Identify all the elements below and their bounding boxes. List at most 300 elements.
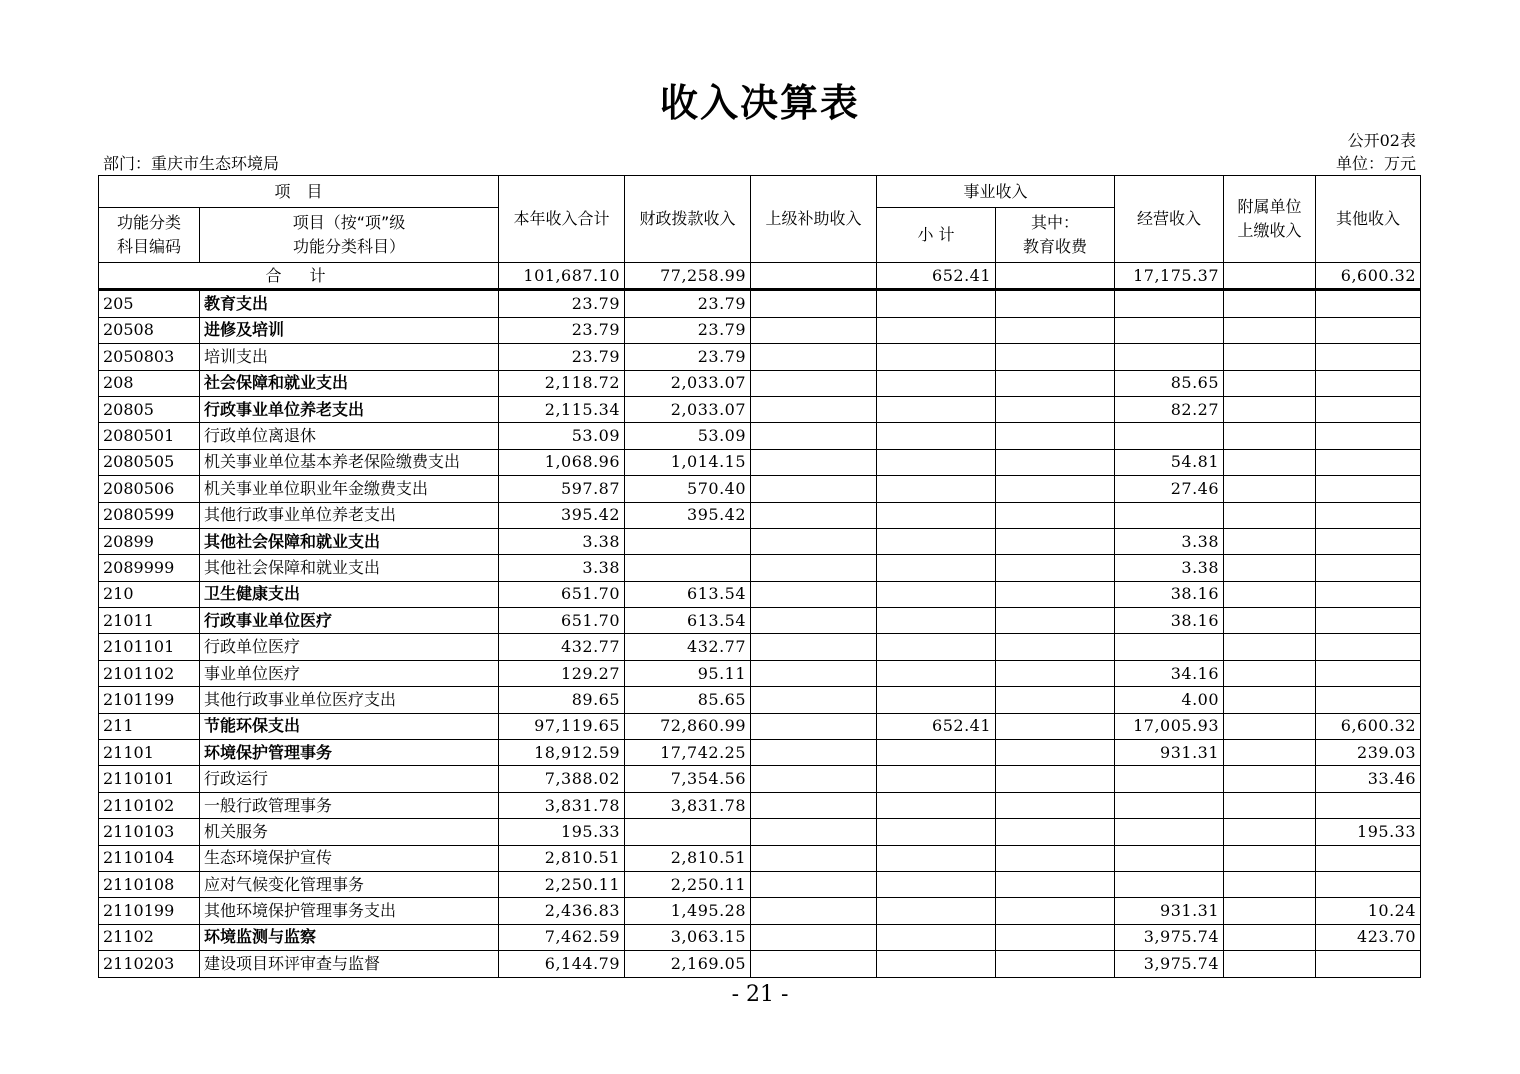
cell-name: 生态环境保护宣传 — [200, 845, 499, 871]
cell-affiliated — [1224, 263, 1316, 290]
cell-code: 211 — [99, 713, 200, 739]
cell-superior — [751, 660, 877, 686]
cell-other: 33.46 — [1316, 766, 1421, 792]
cell-operating — [1115, 871, 1224, 897]
cell-code: 2110103 — [99, 819, 200, 845]
cell-code: 20508 — [99, 317, 200, 343]
cell-code: 21102 — [99, 924, 200, 950]
cell-affiliated — [1224, 396, 1316, 422]
cell-superior — [751, 924, 877, 950]
cell-other — [1316, 634, 1421, 660]
cell-operating: 54.81 — [1115, 449, 1224, 475]
header-code-text: 功能分类 科目编码 — [116, 213, 181, 256]
cell-operating: 85.65 — [1115, 370, 1224, 396]
cell-affiliated — [1224, 344, 1316, 370]
cell-code: 2101101 — [99, 634, 200, 660]
cell-other — [1316, 449, 1421, 475]
cell-operating: 34.16 — [1115, 660, 1224, 686]
cell-superior — [751, 819, 877, 845]
cell-fiscal: 2,810.51 — [625, 845, 751, 871]
cell-code: 20805 — [99, 396, 200, 422]
header-name — [200, 208, 499, 263]
table-row — [99, 317, 1421, 343]
cell-affiliated — [1224, 898, 1316, 924]
cell-total: 395.42 — [499, 502, 625, 528]
header-subtotal: 小 计 — [877, 208, 996, 263]
cell-name: 其他环境保护管理事务支出 — [200, 898, 499, 924]
cell-subtotal — [877, 370, 996, 396]
header-education — [996, 208, 1115, 263]
cell-name: 行政单位离退休 — [200, 423, 499, 449]
cell-name: 环境保护管理事务 — [200, 740, 499, 766]
cell-other — [1316, 370, 1421, 396]
table-row — [99, 634, 1421, 660]
cell-superior — [751, 476, 877, 502]
cell-code: 2110101 — [99, 766, 200, 792]
cell-fiscal — [625, 528, 751, 554]
cell-operating — [1115, 845, 1224, 871]
cell-code: 2110199 — [99, 898, 200, 924]
cell-subtotal — [877, 581, 996, 607]
header-education-text: 其中： 教育收费 — [1023, 213, 1088, 256]
cell-fiscal: 2,169.05 — [625, 951, 751, 977]
cell-other — [1316, 423, 1421, 449]
cell-education — [996, 871, 1115, 897]
cell-code: 2050803 — [99, 344, 200, 370]
cell-fiscal — [625, 819, 751, 845]
cell-affiliated — [1224, 555, 1316, 581]
cell-operating — [1115, 317, 1224, 343]
cell-affiliated — [1224, 687, 1316, 713]
cell-fiscal: 3,831.78 — [625, 792, 751, 818]
cell-subtotal — [877, 845, 996, 871]
header-project: 项 目 — [99, 176, 499, 208]
cell-other: 10.24 — [1316, 898, 1421, 924]
table-header — [99, 176, 1421, 263]
cell-education — [996, 713, 1115, 739]
cell-total: 195.33 — [499, 819, 625, 845]
cell-affiliated — [1224, 528, 1316, 554]
cell-fiscal: 23.79 — [625, 290, 751, 317]
cell-other: 6,600.32 — [1316, 713, 1421, 739]
cell-education — [996, 740, 1115, 766]
table-row — [99, 660, 1421, 686]
header-total: 本年收入合计 — [499, 176, 625, 263]
cell-operating: 4.00 — [1115, 687, 1224, 713]
cell-subtotal — [877, 660, 996, 686]
cell-code: 2080501 — [99, 423, 200, 449]
table-row — [99, 290, 1421, 317]
cell-education — [996, 951, 1115, 977]
cell-superior — [751, 555, 877, 581]
cell-subtotal — [877, 476, 996, 502]
table-row — [99, 898, 1421, 924]
table-row — [99, 871, 1421, 897]
cell-total: 89.65 — [499, 687, 625, 713]
cell-total: 2,250.11 — [499, 871, 625, 897]
cell-affiliated — [1224, 290, 1316, 317]
cell-operating: 38.16 — [1115, 608, 1224, 634]
cell-fiscal: 2,033.07 — [625, 396, 751, 422]
cell-superior — [751, 423, 877, 449]
cell-fiscal: 613.54 — [625, 608, 751, 634]
cell-superior — [751, 713, 877, 739]
cell-name: 事业单位医疗 — [200, 660, 499, 686]
cell-fiscal: 77,258.99 — [625, 263, 751, 290]
cell-superior — [751, 845, 877, 871]
cell-other — [1316, 476, 1421, 502]
table-row — [99, 449, 1421, 475]
header-operating: 经营收入 — [1115, 176, 1224, 263]
cell-fiscal: 3,063.15 — [625, 924, 751, 950]
table-body — [99, 263, 1421, 978]
cell-code: 205 — [99, 290, 200, 317]
cell-superior — [751, 951, 877, 977]
cell-affiliated — [1224, 951, 1316, 977]
cell-code: 210 — [99, 581, 200, 607]
cell-subtotal — [877, 792, 996, 818]
cell-affiliated — [1224, 713, 1316, 739]
header-fiscal: 财政拨款收入 — [625, 176, 751, 263]
table-row — [99, 581, 1421, 607]
cell-total: 3.38 — [499, 528, 625, 554]
cell-superior — [751, 502, 877, 528]
cell-affiliated — [1224, 608, 1316, 634]
cell-education — [996, 555, 1115, 581]
cell-superior — [751, 263, 877, 290]
cell-name: 一般行政管理事务 — [200, 792, 499, 818]
cell-name: 节能环保支出 — [200, 713, 499, 739]
cell-affiliated — [1224, 476, 1316, 502]
cell-operating — [1115, 290, 1224, 317]
cell-fiscal: 432.77 — [625, 634, 751, 660]
cell-subtotal — [877, 423, 996, 449]
cell-name: 培训支出 — [200, 344, 499, 370]
cell-superior — [751, 581, 877, 607]
cell-education — [996, 608, 1115, 634]
cell-education — [996, 528, 1115, 554]
cell-fiscal: 7,354.56 — [625, 766, 751, 792]
cell-education — [996, 344, 1115, 370]
cell-education — [996, 766, 1115, 792]
cell-other — [1316, 317, 1421, 343]
cell-other — [1316, 951, 1421, 977]
cell-operating — [1115, 792, 1224, 818]
cell-affiliated — [1224, 660, 1316, 686]
table-row — [99, 924, 1421, 950]
cell-education — [996, 476, 1115, 502]
header-code — [99, 208, 200, 263]
cell-affiliated — [1224, 423, 1316, 449]
table-row — [99, 766, 1421, 792]
cell-total: 129.27 — [499, 660, 625, 686]
cell-subtotal — [877, 740, 996, 766]
header-affiliated-text: 附属单位 上缴收入 — [1237, 197, 1302, 240]
cell-operating: 38.16 — [1115, 581, 1224, 607]
cell-code: 20899 — [99, 528, 200, 554]
total-row — [99, 263, 1421, 290]
department-label: 部门：重庆市生态环境局 — [103, 154, 280, 173]
cell-affiliated — [1224, 502, 1316, 528]
cell-total: 651.70 — [499, 608, 625, 634]
cell-superior — [751, 344, 877, 370]
cell-code: 2110102 — [99, 792, 200, 818]
cell-name: 行政事业单位养老支出 — [200, 396, 499, 422]
cell-education — [996, 845, 1115, 871]
cell-total: 3,831.78 — [499, 792, 625, 818]
cell-subtotal — [877, 924, 996, 950]
cell-fiscal: 395.42 — [625, 502, 751, 528]
cell-subtotal — [877, 871, 996, 897]
cell-operating — [1115, 344, 1224, 370]
cell-code: 2110203 — [99, 951, 200, 977]
cell-name: 教育支出 — [200, 290, 499, 317]
cell-code: 2101199 — [99, 687, 200, 713]
cell-name: 其他社会保障和就业支出 — [200, 528, 499, 554]
cell-fiscal: 2,250.11 — [625, 871, 751, 897]
cell-operating — [1115, 423, 1224, 449]
cell-other: 423.70 — [1316, 924, 1421, 950]
cell-affiliated — [1224, 871, 1316, 897]
cell-affiliated — [1224, 845, 1316, 871]
cell-fiscal: 95.11 — [625, 660, 751, 686]
cell-education — [996, 396, 1115, 422]
header-business: 事业收入 — [877, 176, 1115, 208]
cell-fiscal: 23.79 — [625, 344, 751, 370]
cell-operating: 27.46 — [1115, 476, 1224, 502]
cell-total: 3.38 — [499, 555, 625, 581]
cell-education — [996, 792, 1115, 818]
cell-operating: 17,005.93 — [1115, 713, 1224, 739]
cell-subtotal — [877, 317, 996, 343]
cell-total: 101,687.10 — [499, 263, 625, 290]
cell-name: 其他社会保障和就业支出 — [200, 555, 499, 581]
cell-superior — [751, 317, 877, 343]
cell-total: 2,118.72 — [499, 370, 625, 396]
cell-name: 机关服务 — [200, 819, 499, 845]
cell-operating: 17,175.37 — [1115, 263, 1224, 290]
cell-other — [1316, 290, 1421, 317]
cell-operating: 3,975.74 — [1115, 924, 1224, 950]
page-number: - 21 - — [731, 982, 789, 1007]
cell-fiscal: 570.40 — [625, 476, 751, 502]
cell-name: 机关事业单位职业年金缴费支出 — [200, 476, 499, 502]
table-row — [99, 713, 1421, 739]
cell-affiliated — [1224, 792, 1316, 818]
cell-code: 21011 — [99, 608, 200, 634]
cell-operating — [1115, 502, 1224, 528]
cell-superior — [751, 871, 877, 897]
cell-other — [1316, 396, 1421, 422]
cell-name: 行政事业单位医疗 — [200, 608, 499, 634]
table-row — [99, 528, 1421, 554]
table-row — [99, 792, 1421, 818]
cell-total: 2,436.83 — [499, 898, 625, 924]
cell-subtotal — [877, 608, 996, 634]
cell-superior — [751, 898, 877, 924]
cell-code: 208 — [99, 370, 200, 396]
cell-superior — [751, 766, 877, 792]
cell-fiscal: 23.79 — [625, 317, 751, 343]
cell-other — [1316, 555, 1421, 581]
cell-name: 其他行政事业单位养老支出 — [200, 502, 499, 528]
cell-affiliated — [1224, 317, 1316, 343]
cell-education — [996, 634, 1115, 660]
cell-subtotal — [877, 766, 996, 792]
cell-total: 1,068.96 — [499, 449, 625, 475]
cell-subtotal — [877, 687, 996, 713]
cell-name: 其他行政事业单位医疗支出 — [200, 687, 499, 713]
cell-affiliated — [1224, 819, 1316, 845]
form-code: 公开02表 — [1347, 131, 1416, 150]
cell-operating — [1115, 819, 1224, 845]
table-row — [99, 476, 1421, 502]
cell-subtotal — [877, 449, 996, 475]
cell-superior — [751, 528, 877, 554]
cell-other: 239.03 — [1316, 740, 1421, 766]
cell-subtotal: 652.41 — [877, 713, 996, 739]
cell-superior — [751, 687, 877, 713]
cell-education — [996, 581, 1115, 607]
cell-name: 环境监测与监察 — [200, 924, 499, 950]
cell-fiscal: 85.65 — [625, 687, 751, 713]
cell-name: 应对气候变化管理事务 — [200, 871, 499, 897]
cell-operating: 3.38 — [1115, 555, 1224, 581]
cell-fiscal: 2,033.07 — [625, 370, 751, 396]
cell-subtotal — [877, 634, 996, 660]
cell-other — [1316, 660, 1421, 686]
cell-other — [1316, 581, 1421, 607]
cell-superior — [751, 290, 877, 317]
cell-other — [1316, 608, 1421, 634]
cell-affiliated — [1224, 924, 1316, 950]
cell-subtotal — [877, 290, 996, 317]
cell-total: 2,115.34 — [499, 396, 625, 422]
cell-superior — [751, 449, 877, 475]
cell-total: 7,462.59 — [499, 924, 625, 950]
cell-affiliated — [1224, 581, 1316, 607]
cell-fiscal: 53.09 — [625, 423, 751, 449]
cell-total: 18,912.59 — [499, 740, 625, 766]
table-row — [99, 396, 1421, 422]
cell-operating: 931.31 — [1115, 740, 1224, 766]
cell-total: 97,119.65 — [499, 713, 625, 739]
cell-total: 6,144.79 — [499, 951, 625, 977]
cell-total: 53.09 — [499, 423, 625, 449]
cell-superior — [751, 396, 877, 422]
cell-education — [996, 687, 1115, 713]
table-row — [99, 423, 1421, 449]
cell-name: 建设项目环评审查与监督 — [200, 951, 499, 977]
cell-fiscal: 17,742.25 — [625, 740, 751, 766]
table-row — [99, 502, 1421, 528]
table-row — [99, 555, 1421, 581]
total-label: 合 计 — [99, 263, 499, 290]
cell-total: 597.87 — [499, 476, 625, 502]
cell-name: 行政运行 — [200, 766, 499, 792]
cell-subtotal — [877, 396, 996, 422]
cell-total: 7,388.02 — [499, 766, 625, 792]
cell-total: 2,810.51 — [499, 845, 625, 871]
cell-operating — [1115, 634, 1224, 660]
header-superior: 上级补助收入 — [751, 176, 877, 263]
cell-operating: 931.31 — [1115, 898, 1224, 924]
cell-subtotal — [877, 555, 996, 581]
cell-subtotal — [877, 819, 996, 845]
cell-other — [1316, 687, 1421, 713]
cell-education — [996, 660, 1115, 686]
cell-subtotal: 652.41 — [877, 263, 996, 290]
cell-subtotal — [877, 344, 996, 370]
cell-education — [996, 898, 1115, 924]
cell-code: 2089999 — [99, 555, 200, 581]
cell-subtotal — [877, 528, 996, 554]
cell-code: 2080506 — [99, 476, 200, 502]
cell-superior — [751, 370, 877, 396]
cell-superior — [751, 740, 877, 766]
cell-total: 23.79 — [499, 344, 625, 370]
cell-affiliated — [1224, 740, 1316, 766]
cell-name: 卫生健康支出 — [200, 581, 499, 607]
cell-operating — [1115, 766, 1224, 792]
cell-name: 行政单位医疗 — [200, 634, 499, 660]
unit-label: 单位：万元 — [1335, 154, 1416, 173]
cell-education — [996, 263, 1115, 290]
cell-education — [996, 290, 1115, 317]
table-row — [99, 687, 1421, 713]
table-row — [99, 819, 1421, 845]
header-name-text: 项目（按“项”级 功能分类科目） — [292, 213, 406, 256]
cell-other: 6,600.32 — [1316, 263, 1421, 290]
cell-education — [996, 423, 1115, 449]
table-row — [99, 951, 1421, 977]
table-row — [99, 344, 1421, 370]
cell-name: 进修及培训 — [200, 317, 499, 343]
cell-other — [1316, 502, 1421, 528]
cell-name: 机关事业单位基本养老保险缴费支出 — [200, 449, 499, 475]
cell-fiscal: 1,495.28 — [625, 898, 751, 924]
cell-superior — [751, 608, 877, 634]
table-row — [99, 608, 1421, 634]
cell-code: 21101 — [99, 740, 200, 766]
cell-subtotal — [877, 502, 996, 528]
cell-total: 432.77 — [499, 634, 625, 660]
cell-fiscal: 72,860.99 — [625, 713, 751, 739]
cell-affiliated — [1224, 370, 1316, 396]
cell-affiliated — [1224, 634, 1316, 660]
cell-superior — [751, 792, 877, 818]
cell-affiliated — [1224, 766, 1316, 792]
cell-other — [1316, 845, 1421, 871]
cell-other — [1316, 528, 1421, 554]
cell-other — [1316, 871, 1421, 897]
cell-code: 2110108 — [99, 871, 200, 897]
header-other: 其他收入 — [1316, 176, 1421, 263]
cell-code: 2101102 — [99, 660, 200, 686]
cell-education — [996, 370, 1115, 396]
cell-affiliated — [1224, 449, 1316, 475]
cell-subtotal — [877, 951, 996, 977]
cell-education — [996, 449, 1115, 475]
cell-code: 2110104 — [99, 845, 200, 871]
cell-education — [996, 924, 1115, 950]
cell-fiscal: 613.54 — [625, 581, 751, 607]
page-title: 收入决算表 — [659, 81, 860, 125]
cell-code: 2080599 — [99, 502, 200, 528]
cell-other: 195.33 — [1316, 819, 1421, 845]
cell-fiscal — [625, 555, 751, 581]
header-affiliated — [1224, 176, 1316, 263]
